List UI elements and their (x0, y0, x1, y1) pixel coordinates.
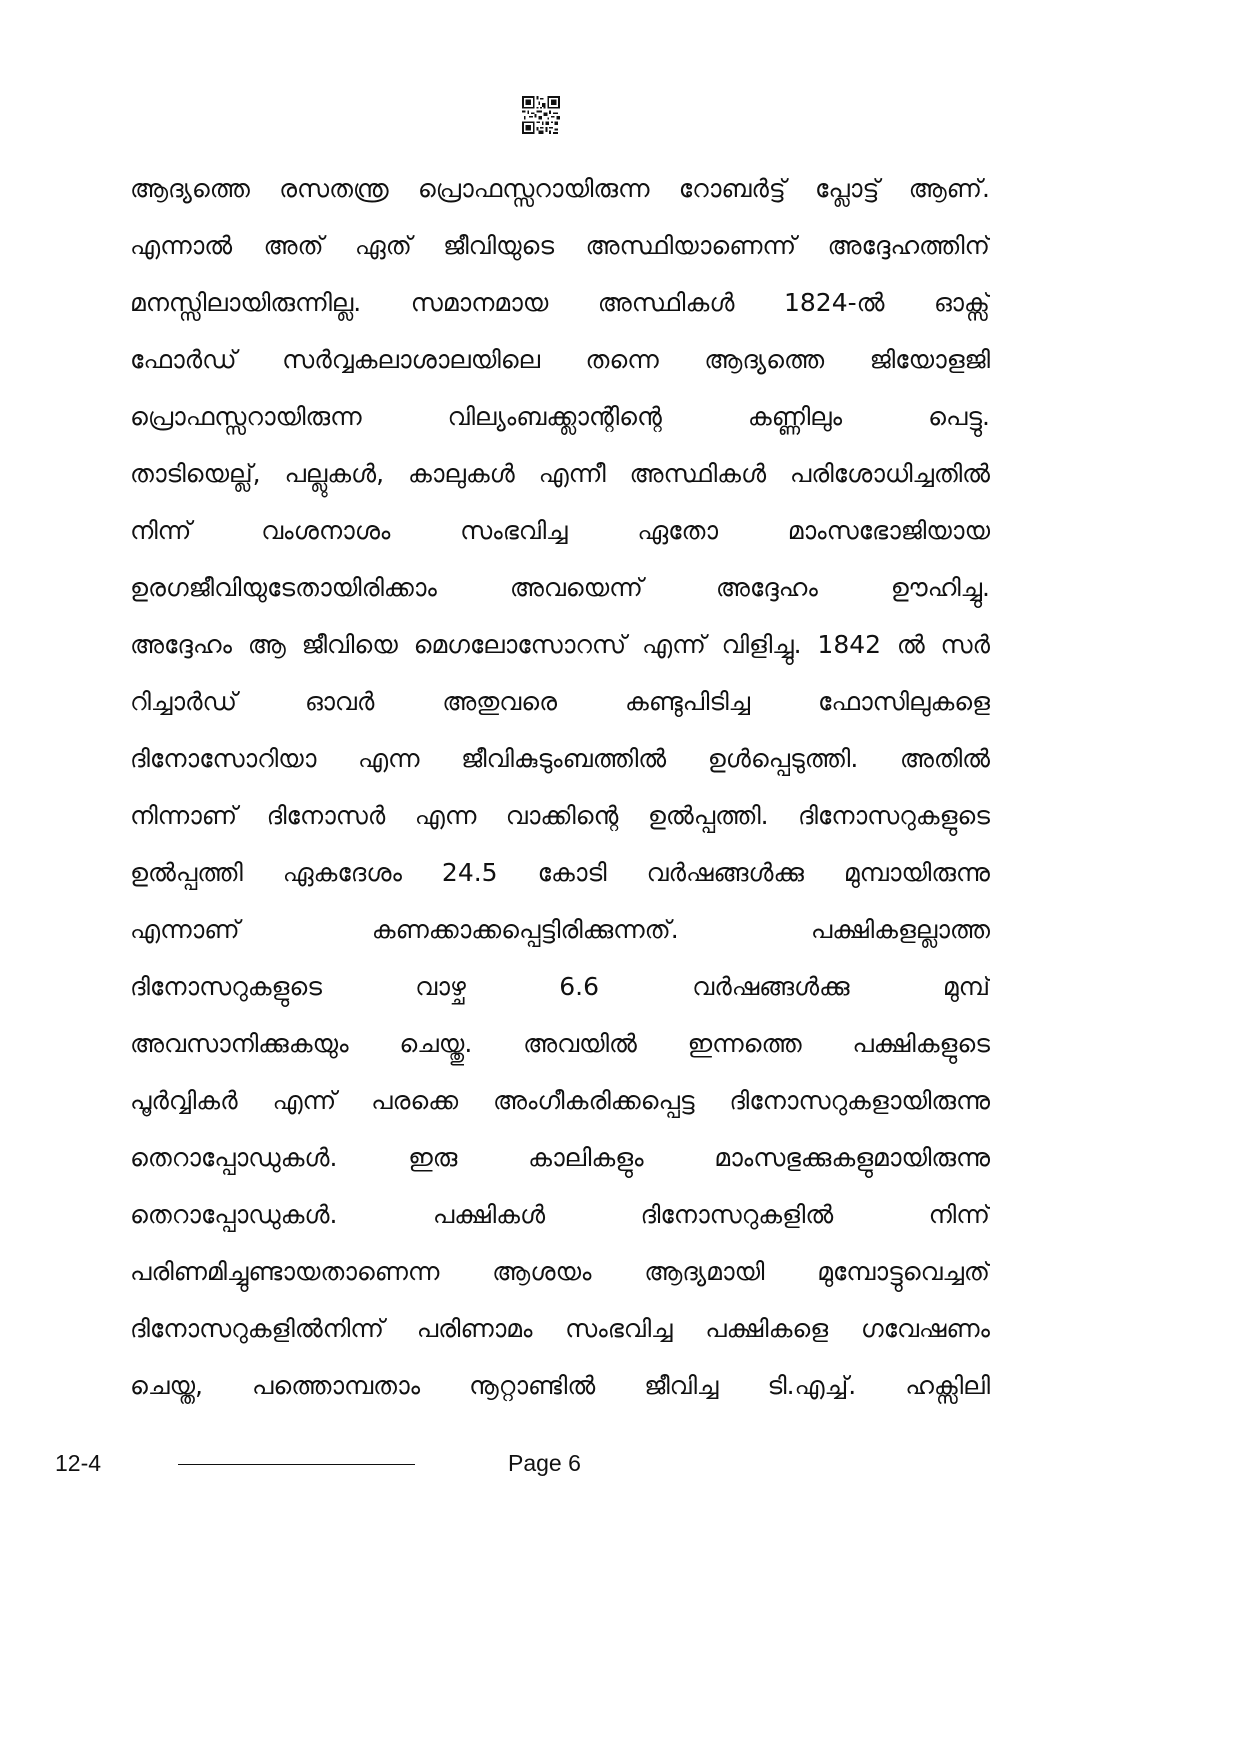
text-line-11: ദിനോസോറിയാ എന്ന ജീവികുടുംബത്തിൽ ഉൾപ്പെടുത്തി. അതിൽ (130, 744, 990, 773)
text-line-14: എന്നാണ് കണക്കാക്കപ്പെട്ടിരിക്കുന്നത്. പക്ഷികളല്ലാത്ത (130, 915, 990, 944)
text-line-22: ചെയ്ത, പത്തൊമ്പതാം നൂറ്റാണ്ടിൽ ജീവിച്ച ടി.എച്ച്. ഹക്സിലി (130, 1371, 990, 1400)
text-line-20: പരിണമിച്ചുണ്ടായതാണെന്ന ആശയം ആദ്യമായി മുമ്പോട്ടുവെച്ചത് (130, 1257, 990, 1286)
text-line-17: പൂർവ്വികർ എന്ന് പരക്കെ അംഗീകരിക്കപ്പെട്ട ദിനോസറുകളായിരുന്നു (130, 1086, 990, 1115)
text-line-12: നിന്നാണ് ദിനോസർ എന്ന വാക്കിന്റെ ഉൽപ്പത്തി. ദിനോസറുകളുടെ (130, 801, 990, 830)
text-line-9: അദ്ദേഹം ആ ജീവിയെ മെഗലോസോറസ് എന്ന് വിളിച്ചു. 1842 ൽ സർ (130, 630, 990, 659)
text-line-1: ആദ്യത്തെ രസതന്ത്ര പ്രൊഫസ്സറായിരുന്ന റോബർട്ട് പ്ലോട്ട് ആണ്. (130, 174, 990, 203)
text-line-2: എന്നാൽ അത് ഏത് ജീവിയുടെ അസ്ഥിയാണെന്ന് അദ്ദേഹത്തിന് (130, 231, 990, 260)
document-body (130, 160, 990, 1414)
text-line-15: ദിനോസറുകളുടെ വാഴ്ച 6.6 വർഷങ്ങൾക്കു മുമ്പ് (130, 972, 990, 1001)
text-line-21: ദിനോസറുകളിൽനിന്ന് പരിണാമം സംഭവിച്ച പക്ഷികളെ ഗവേഷണം (130, 1314, 990, 1343)
text-line-13: ഉൽപ്പത്തി ഏകദേശം 24.5 കോടി വർഷങ്ങൾക്കു മുമ്പായിരുന്നു (130, 858, 990, 887)
text-line-7: നിന്ന് വംശനാശം സംഭവിച്ച ഏതോ മാംസഭോജിയായ (130, 516, 990, 545)
text-line-18: തെറാപ്പോഡുകൾ. ഇരു കാലികളും മാംസഭുക്കുകളുമായിരുന്നു (130, 1143, 990, 1172)
qr-code-icon (522, 96, 560, 134)
text-line-8: ഉരഗജീവിയുടേതായിരിക്കാം അവയെന്ന് അദ്ദേഹം ഊഹിച്ചു. (130, 573, 990, 602)
footer-code: 12-4 (55, 1450, 102, 1476)
footer-divider (178, 1464, 415, 1465)
text-line-5: പ്രൊഫസ്സറായിരുന്ന വില്യംബക്ക്ലാന്റിന്റെ കണ്ണിലും പെട്ടു. (130, 402, 990, 431)
page-number: Page 6 (508, 1450, 581, 1476)
text-line-3: മനസ്സിലായിരുന്നില്ല. സമാനമായ അസ്ഥികൾ 1824-ൽ ഓക്സ് (130, 288, 990, 317)
text-line-4: ഫോർഡ് സർവ്വകലാശാലയിലെ തന്നെ ആദ്യത്തെ ജിയോളജി (130, 345, 990, 374)
text-line-16: അവസാനിക്കുകയും ചെയ്തു. അവയിൽ ഇന്നത്തെ പക്ഷികളുടെ (130, 1029, 990, 1058)
text-line-19: തെറാപ്പോഡുകൾ. പക്ഷികൾ ദിനോസറുകളിൽ നിന്ന് (130, 1200, 990, 1229)
text-line-6: താടിയെല്ല്, പല്ലുകൾ, കാലുകൾ എന്നീ അസ്ഥികൾ പരിശോധിച്ചതിൽ (130, 459, 990, 488)
text-line-10: റിച്ചാർഡ് ഓവർ അതുവരെ കണ്ടുപിടിച്ച ഫോസിലുകളെ (130, 687, 990, 716)
